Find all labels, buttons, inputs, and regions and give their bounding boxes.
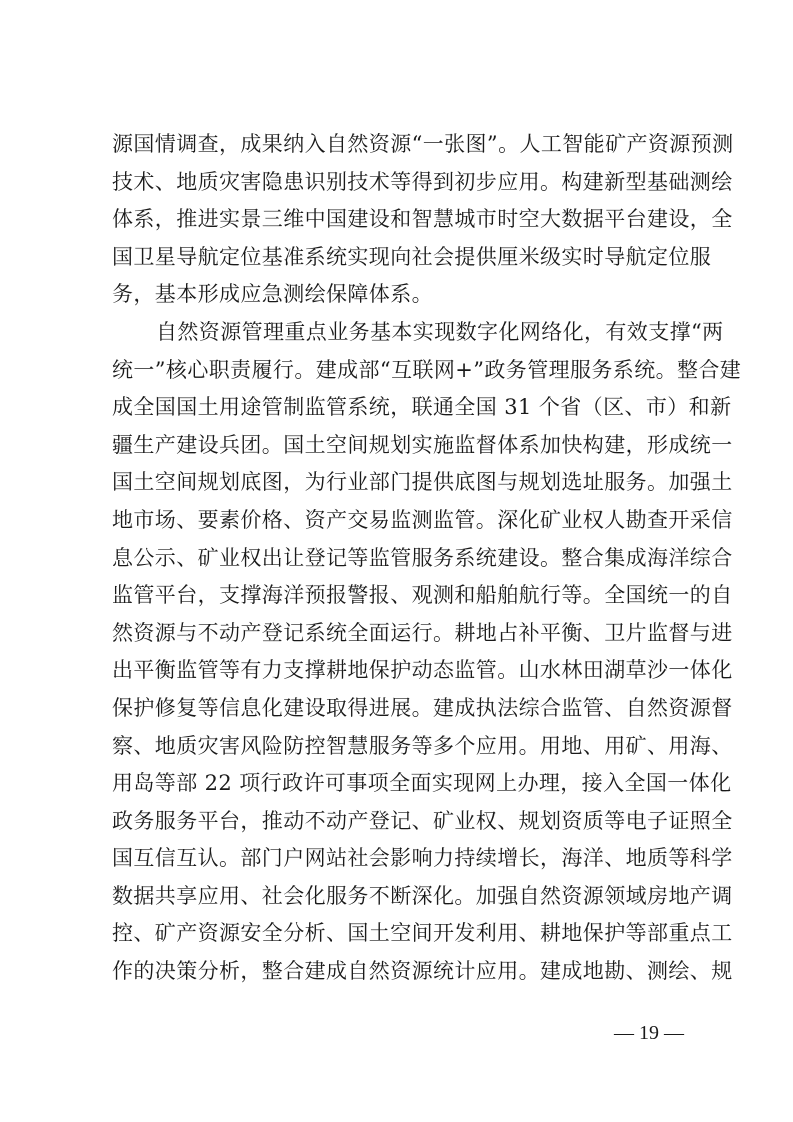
text-line: 息公示、矿业权出让登记等监管服务系统建设。整合集成海洋综合 <box>112 545 733 570</box>
page-number: — 19 — <box>614 1022 684 1044</box>
text-line: 统一”核心职责履行。建成部“互联网+”政务管理服务系统。整合建 <box>112 357 742 382</box>
text-line: 疆生产建设兵团。国土空间规划实施监督体系加快构建，形成统一 <box>112 432 733 457</box>
text-line: 地市场、要素价格、资产交易监测监管。深化矿业权人勘查开采信 <box>112 507 733 532</box>
paragraph-2 <box>112 314 742 991</box>
text-line: 作的决策分析，整合建成自然资源统计应用。建成地勘、测绘、规 <box>112 959 733 984</box>
paragraph-1 <box>112 126 734 314</box>
text-line: 国互信互认。部门户网站社会影响力持续增长，海洋、地质等科学 <box>112 846 733 871</box>
text-line: 控、矿产资源安全分析、国土空间开发利用、耕地保护等部重点工 <box>112 921 733 946</box>
text-line: 数据共享应用、社会化服务不断深化。加强自然资源领域房地产调 <box>112 883 733 908</box>
text-line: 监管平台，支撑海洋预报警报、观测和船舶航行等。全国统一的自 <box>112 583 733 608</box>
text-line: 体系，推进实景三维中国建设和智慧城市时空大数据平台建设，全 <box>112 207 733 232</box>
text-line: 然资源与不动产登记系统全面运行。耕地占补平衡、卫片监督与进 <box>112 620 733 645</box>
text-line: 源国情调查，成果纳入自然资源“一张图”。人工智能矿产资源预测 <box>112 132 734 156</box>
text-line: 务，基本形成应急测绘保障体系。 <box>112 282 433 307</box>
text-line: 察、地质灾害风险防控智慧服务等多个应用。用地、用矿、用海、 <box>112 733 733 758</box>
text-line: 成全国国土用途管制监管系统，联通全国 31 个省（区、市）和新 <box>112 395 732 420</box>
text-line: 国卫星导航定位基准系统实现向社会提供厘米级实时导航定位服 <box>112 244 712 269</box>
body-text <box>112 126 742 991</box>
text-line: 用岛等部 22 项行政许可事项全面实现网上办理，接入全国一体化 <box>112 771 732 796</box>
text-line: 出平衡监管等有力支撑耕地保护动态监管。山水林田湖草沙一体化 <box>112 658 733 683</box>
text-line: 技术、地质灾害隐患识别技术等得到初步应用。构建新型基础测绘 <box>112 169 733 194</box>
text-line: 政务服务平台，推动不动产登记、矿业权、规划资质等电子证照全 <box>112 808 733 833</box>
text-line: 国土空间规划底图，为行业部门提供底图与规划选址服务。加强土 <box>112 470 733 495</box>
text-line: 保护修复等信息化建设取得进展。建成执法综合监管、自然资源督 <box>112 695 733 720</box>
text-line: 自然资源管理重点业务基本实现数字化网络化，有效支撑“两 <box>156 319 724 344</box>
